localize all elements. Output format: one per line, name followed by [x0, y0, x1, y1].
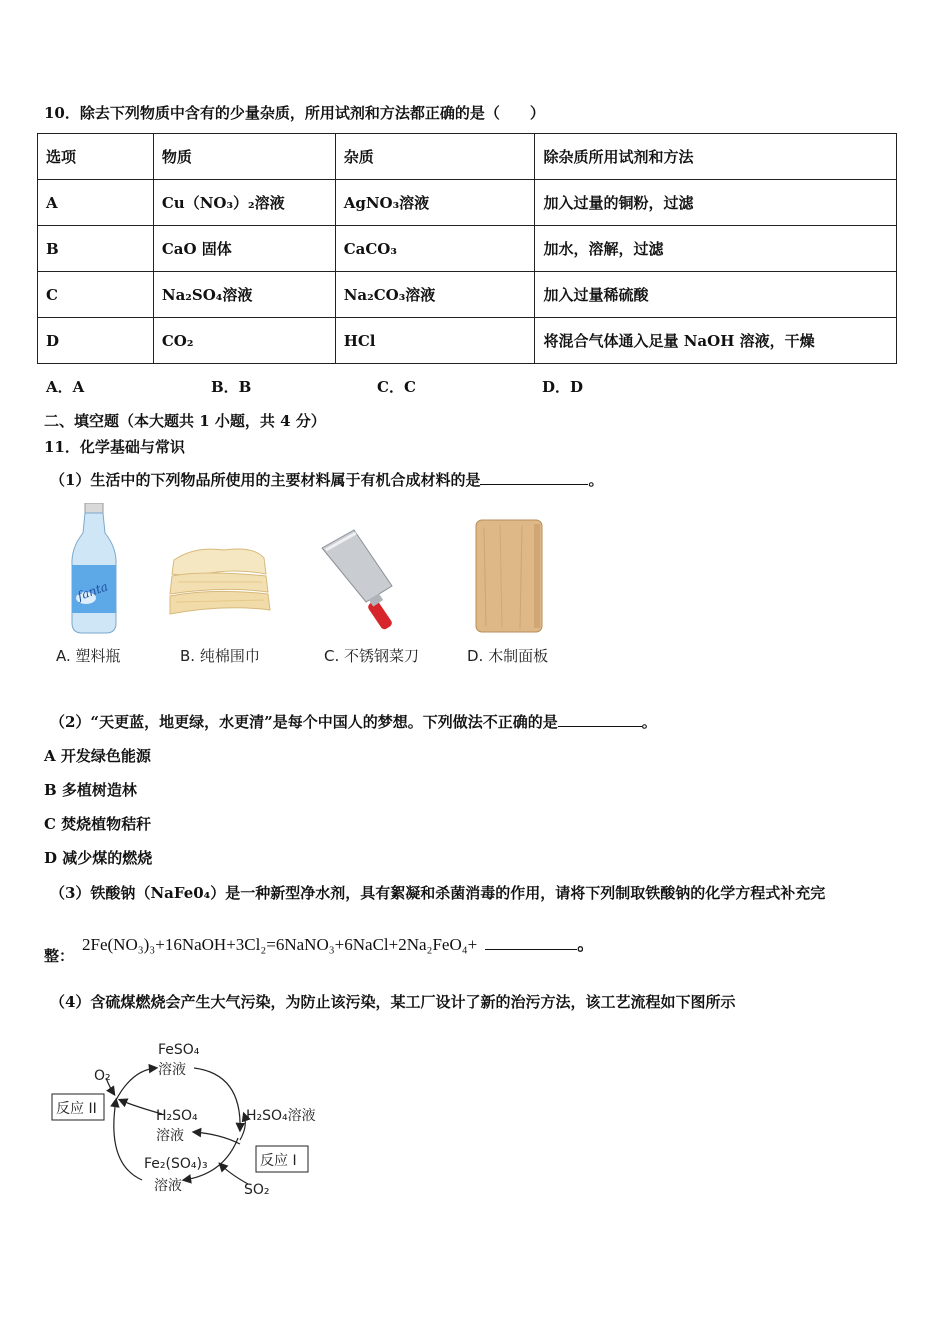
q11-part2	[50, 711, 657, 732]
cotton-towel-image	[164, 540, 274, 624]
header-method: 除杂质所用试剂和方法	[535, 134, 897, 180]
header-impurity: 杂质	[335, 134, 535, 180]
steel-knife-image	[318, 528, 414, 630]
item-label-a: A. 塑料瓶	[56, 647, 121, 665]
table-row	[38, 272, 897, 318]
table-row	[38, 318, 897, 364]
row-method: 将混合气体通入足量 NaOH 溶液，干燥	[535, 318, 897, 364]
answer-blank[interactable]	[558, 726, 642, 727]
part2-option-a: A 开发绿色能源	[44, 747, 151, 765]
item-label-d: D. 木制面板	[467, 647, 549, 665]
part3-line1: （3）铁酸钠（NaFe0₄）是一种新型净水剂，具有絮凝和杀菌消毒的作用，请将下列制取铁酸钠的化学方程式补充完	[50, 884, 826, 902]
part2-end: 。	[641, 713, 657, 731]
header-option: 选项	[38, 134, 154, 180]
row-substance: CaO 固体	[153, 226, 335, 272]
arrow-reaction1-to-h2so4-solution	[240, 1114, 245, 1140]
label-reaction1: 反应 I	[260, 1153, 297, 1169]
row-method: 加入过量的铜粉，过滤	[535, 180, 897, 226]
row-option: A	[38, 180, 154, 226]
label-so2: SO₂	[244, 1182, 270, 1198]
row-option: C	[38, 272, 154, 318]
bottle-brand-text: fanta	[75, 579, 110, 604]
header-substance: 物质	[153, 134, 335, 180]
q11-title: 11．化学基础与常识	[44, 438, 185, 456]
choice-c[interactable]: C．C	[377, 378, 416, 396]
label-reaction2: 反应 II	[56, 1101, 97, 1117]
options-table	[37, 133, 897, 364]
label-o2: O₂	[94, 1068, 111, 1084]
part3-line2: 整：	[44, 947, 75, 965]
answer-blank[interactable]	[485, 949, 577, 950]
arrow-to-reaction2	[114, 1100, 142, 1180]
item-label-b: B. 纯棉围巾	[180, 647, 260, 665]
label-h2so4-solution: H₂SO₄溶液	[246, 1108, 316, 1124]
arrow-reaction1-to-h2so4	[194, 1132, 240, 1144]
answer-blank[interactable]	[480, 484, 588, 485]
arrow-to-feso4	[116, 1068, 156, 1100]
row-impurity: Na₂CO₃溶液	[335, 272, 535, 318]
table-header-row	[38, 134, 897, 180]
part2-text: （2）“天更蓝，地更绿，水更清”是每个中国人的梦想。下列做法不正确的是	[50, 713, 558, 731]
q10-stem: 10．除去下列物质中含有的少量杂质，所用试剂和方法都正确的是（ ）	[44, 104, 545, 122]
row-method: 加入过量稀硫酸	[535, 272, 897, 318]
choice-a[interactable]: A．A	[46, 378, 85, 396]
arrow-so2-in	[220, 1164, 248, 1184]
arrow-feso4-to-h2so4	[194, 1068, 240, 1130]
table-row	[38, 180, 897, 226]
label-fe2so43: Fe₂(SO₄)₃	[144, 1156, 208, 1172]
table-row	[38, 226, 897, 272]
item-label-c: C. 不锈钢菜刀	[324, 647, 420, 665]
choice-d[interactable]: D．D	[542, 378, 584, 396]
section-title: 二、填空题（本大题共 1 小题，共 4 分）	[44, 412, 326, 430]
part3-end: 。	[577, 935, 595, 954]
row-substance: Na₂SO₄溶液	[153, 272, 335, 318]
equation-text: 2Fe(NO₃)₃+16NaOH+3Cl₂=6NaNO₃+6NaCl+2Na₂FeO₄+	[82, 935, 478, 954]
plastic-bottle-image	[66, 503, 122, 635]
chemical-equation	[82, 930, 594, 955]
process-flow-diagram	[44, 1034, 344, 1204]
row-impurity: CaCO₃	[335, 226, 535, 272]
q11-part1	[50, 469, 603, 490]
part1-end: 。	[588, 471, 604, 489]
label-feso4-solution: 溶液	[158, 1062, 186, 1078]
wooden-board-image	[472, 518, 546, 636]
row-substance: Cu（NO₃）₂溶液	[153, 180, 335, 226]
part2-option-d: D 减少煤的燃烧	[44, 849, 153, 867]
part4-text: （4）含硫煤燃烧会产生大气污染，为防止该污染，某工厂设计了新的治污方法，该工艺流程如下图所示	[50, 993, 736, 1011]
row-method: 加水，溶解，过滤	[535, 226, 897, 272]
part1-text: （1）生活中的下列物品所使用的主要材料属于有机合成材料的是	[50, 471, 481, 489]
part2-option-b: B 多植树造林	[44, 781, 137, 799]
row-substance: CO₂	[153, 318, 335, 364]
choice-b[interactable]: B．B	[211, 378, 252, 396]
row-option: B	[38, 226, 154, 272]
label-fe2so43-solution: 溶液	[154, 1178, 182, 1194]
label-h2so4-solution-inner: 溶液	[156, 1128, 184, 1144]
row-impurity: HCl	[335, 318, 535, 364]
part2-option-c: C 焚烧植物秸秆	[44, 815, 152, 833]
label-h2so4: H₂SO₄	[156, 1108, 198, 1124]
label-feso4: FeSO₄	[158, 1042, 200, 1058]
row-option: D	[38, 318, 154, 364]
row-impurity: AgNO₃溶液	[335, 180, 535, 226]
